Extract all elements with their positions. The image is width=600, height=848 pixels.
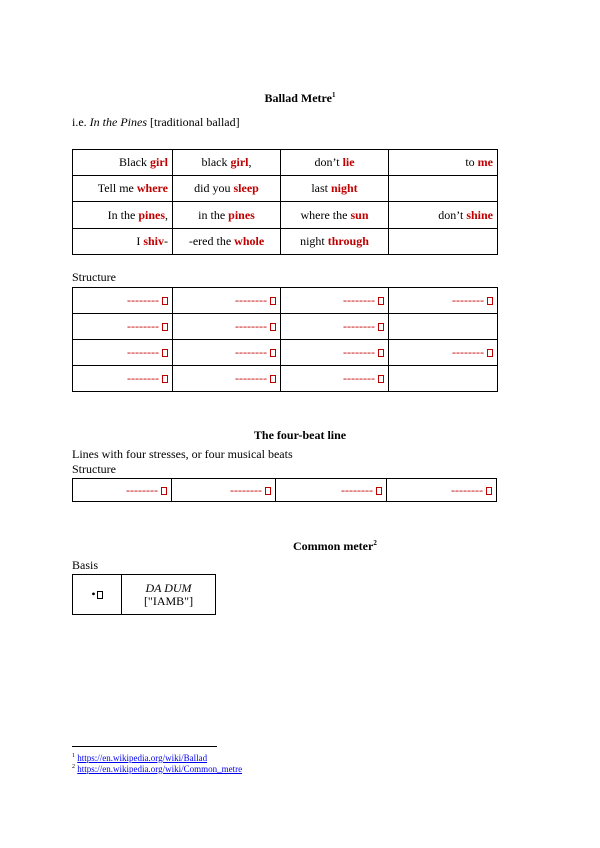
footnote-1 xyxy=(72,753,207,763)
intro-line xyxy=(72,115,240,130)
table-row xyxy=(73,314,498,340)
stress-box-icon xyxy=(265,487,271,495)
beat-cell: -------- xyxy=(172,479,276,502)
basis-line-2: ["IAMB"] xyxy=(143,593,194,608)
stress-box-icon xyxy=(378,323,384,331)
table-row xyxy=(73,479,497,502)
table-row xyxy=(73,575,216,615)
beat-cell: -------- xyxy=(73,340,173,366)
table-cell: Black girl xyxy=(73,150,173,176)
beat-cell: -------- xyxy=(387,479,497,502)
table-cell xyxy=(389,229,498,255)
table-row xyxy=(73,340,498,366)
beat-cell: -------- xyxy=(281,340,389,366)
stress-box-icon xyxy=(270,349,276,357)
stress-box-icon xyxy=(270,297,276,305)
structure-label-2: Structure xyxy=(72,462,116,476)
footnote-link-ballad[interactable]: https://en.wikipedia.org/wiki/Ballad xyxy=(77,753,208,763)
basis-text-cell xyxy=(122,575,216,615)
stress-box-icon xyxy=(270,323,276,331)
four-beat-table xyxy=(72,478,497,502)
section-heading-four-beat: The four-beat line xyxy=(253,428,347,442)
beat-cell: -------- xyxy=(281,314,389,340)
intro-suffix: [traditional ballad] xyxy=(147,115,240,129)
footnote-2 xyxy=(72,764,242,774)
beat-cell: -------- xyxy=(73,366,173,392)
footnote-separator xyxy=(72,746,217,747)
table-row xyxy=(73,150,498,176)
stress-box-icon xyxy=(487,349,493,357)
table-cell: to me xyxy=(389,150,498,176)
beat-cell: -------- xyxy=(389,340,498,366)
common-meter-text: Common meter xyxy=(293,539,374,553)
footnote-link-common-metre[interactable]: https://en.wikipedia.org/wiki/Common_metre xyxy=(77,764,243,774)
table-cell: night through xyxy=(281,229,389,255)
stress-box-icon xyxy=(378,297,384,305)
stress-box-icon xyxy=(161,487,167,495)
poem-title: In the Pines xyxy=(89,115,147,129)
beat-cell: -------- xyxy=(281,288,389,314)
stressed-box-icon xyxy=(97,591,103,599)
stress-box-icon xyxy=(162,349,168,357)
stress-box-icon xyxy=(162,323,168,331)
poem-table xyxy=(72,149,498,255)
table-row xyxy=(73,202,498,229)
basis-line-1: DA DUM xyxy=(145,580,192,595)
stress-box-icon xyxy=(487,297,493,305)
beat-cell: -------- xyxy=(173,288,281,314)
footnote-number: 1 xyxy=(72,753,75,759)
stress-box-icon xyxy=(162,297,168,305)
structure-table xyxy=(72,287,498,392)
beat-cell: -------- xyxy=(73,314,173,340)
beat-cell: -------- xyxy=(73,479,172,502)
table-row xyxy=(73,288,498,314)
basis-table xyxy=(72,574,216,615)
beat-cell: -------- xyxy=(281,366,389,392)
beat-cell: -------- xyxy=(173,314,281,340)
structure-label: Structure xyxy=(72,270,116,284)
unstressed-mark: • xyxy=(91,587,96,601)
table-cell: don’t shine xyxy=(389,202,498,229)
stress-box-icon xyxy=(376,487,382,495)
stress-box-icon xyxy=(378,375,384,383)
intro-prefix: i.e. xyxy=(72,115,90,129)
beat-cell: -------- xyxy=(389,288,498,314)
stress-box-icon xyxy=(486,487,492,495)
beat-cell: -------- xyxy=(173,340,281,366)
table-cell xyxy=(389,176,498,202)
stress-box-icon xyxy=(162,375,168,383)
table-row xyxy=(73,366,498,392)
table-cell: black girl, xyxy=(173,150,281,176)
section-heading-common-meter xyxy=(293,539,377,554)
table-cell: -ered the whole xyxy=(173,229,281,255)
table-cell: did you sleep xyxy=(173,176,281,202)
basis-mark-cell xyxy=(73,575,122,615)
footnote-ref-2[interactable]: 2 xyxy=(373,539,377,547)
footnote-number: 2 xyxy=(72,764,75,770)
table-row xyxy=(73,229,498,255)
stress-box-icon xyxy=(378,349,384,357)
table-cell: I shiv- xyxy=(73,229,173,255)
empty-cell xyxy=(389,366,498,392)
stress-box-icon xyxy=(270,375,276,383)
table-cell: In the pines, xyxy=(73,202,173,229)
table-cell: in the pines xyxy=(173,202,281,229)
empty-cell xyxy=(389,314,498,340)
four-beat-description: Lines with four stresses, or four musical beats xyxy=(72,447,293,461)
page-title-text: Ballad Metre xyxy=(264,91,332,105)
table-cell: where the sun xyxy=(281,202,389,229)
table-cell: last night xyxy=(281,176,389,202)
table-cell: Tell me where xyxy=(73,176,173,202)
page-title xyxy=(0,91,600,106)
beat-cell: -------- xyxy=(73,288,173,314)
footnote-ref-1[interactable]: 1 xyxy=(331,91,336,99)
basis-label: Basis xyxy=(72,558,99,572)
beat-cell: -------- xyxy=(276,479,387,502)
table-cell: don’t lie xyxy=(281,150,389,176)
beat-cell: -------- xyxy=(173,366,281,392)
table-row xyxy=(73,176,498,202)
